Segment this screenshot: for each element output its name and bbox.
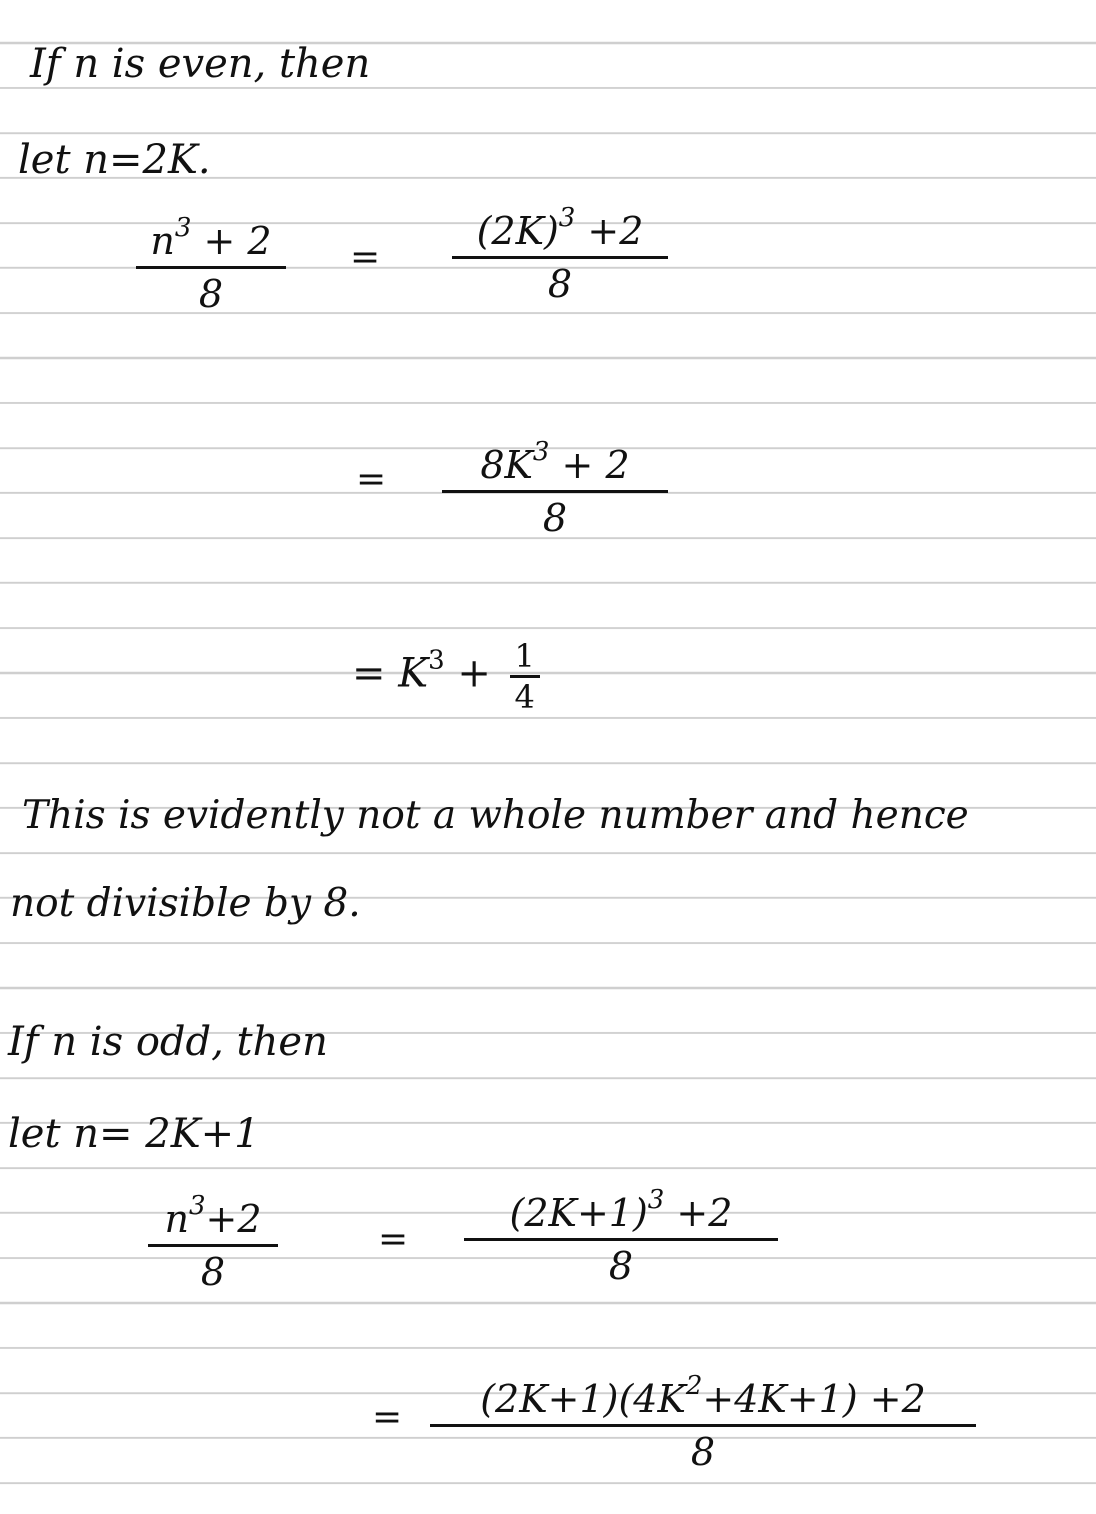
- even-step3-expression: = $K^3$ + $\frac{1}{4}$: [352, 640, 540, 713]
- odd-step2-denominator: 8: [690, 1430, 716, 1474]
- equals-sign: =: [350, 237, 381, 278]
- odd-step2-numerator: $(2K+1)(4K^2+4K+1) +2$: [480, 1370, 926, 1421]
- odd-case-heading: If n is odd, then: [8, 1019, 328, 1065]
- odd-step1-fraction: [464, 1184, 778, 1288]
- even-step2-numerator: $8K^3 + 2$: [480, 436, 630, 487]
- fraction-bar: [148, 1244, 278, 1247]
- let-n-even: let n=2K.: [18, 137, 211, 183]
- odd-lhs-fraction: [148, 1190, 278, 1294]
- even-lhs-denominator: 8: [198, 272, 224, 316]
- fraction-bar: [442, 490, 668, 493]
- odd-step1-numerator: $(2K+1)^3 +2$: [509, 1184, 733, 1235]
- odd-lhs-denominator: 8: [200, 1250, 226, 1294]
- let-n-odd: let n= 2K+1: [8, 1111, 260, 1157]
- even-step1-fraction: [452, 202, 668, 306]
- fraction-bar: [452, 256, 668, 259]
- even-case-heading: If n is even, then: [30, 41, 371, 87]
- even-step1-numerator: $(2K)^3 +2$: [476, 202, 644, 253]
- conclusion-line-1: This is evidently not a whole number and hence: [22, 793, 969, 838]
- equals-sign: =: [372, 1397, 403, 1438]
- quarter-fraction: $\frac{1}{4}$: [510, 640, 540, 713]
- equals-sign: =: [356, 459, 387, 500]
- fraction-bar: [136, 266, 286, 269]
- odd-step2-fraction: [430, 1370, 976, 1474]
- fraction-bar: [430, 1424, 976, 1427]
- even-lhs-numerator: $n^3 + 2$: [150, 212, 272, 263]
- odd-step1-denominator: 8: [608, 1244, 634, 1288]
- even-step2-fraction: [442, 436, 668, 540]
- even-step1-denominator: 8: [547, 262, 573, 306]
- conclusion-line-2: not divisible by 8.: [10, 881, 361, 926]
- fraction-bar: [464, 1238, 778, 1241]
- equals-sign: =: [378, 1219, 409, 1260]
- even-lhs-fraction: [136, 212, 286, 316]
- even-step2-denominator: 8: [542, 496, 568, 540]
- odd-lhs-numerator: $n^3+2$: [164, 1190, 262, 1241]
